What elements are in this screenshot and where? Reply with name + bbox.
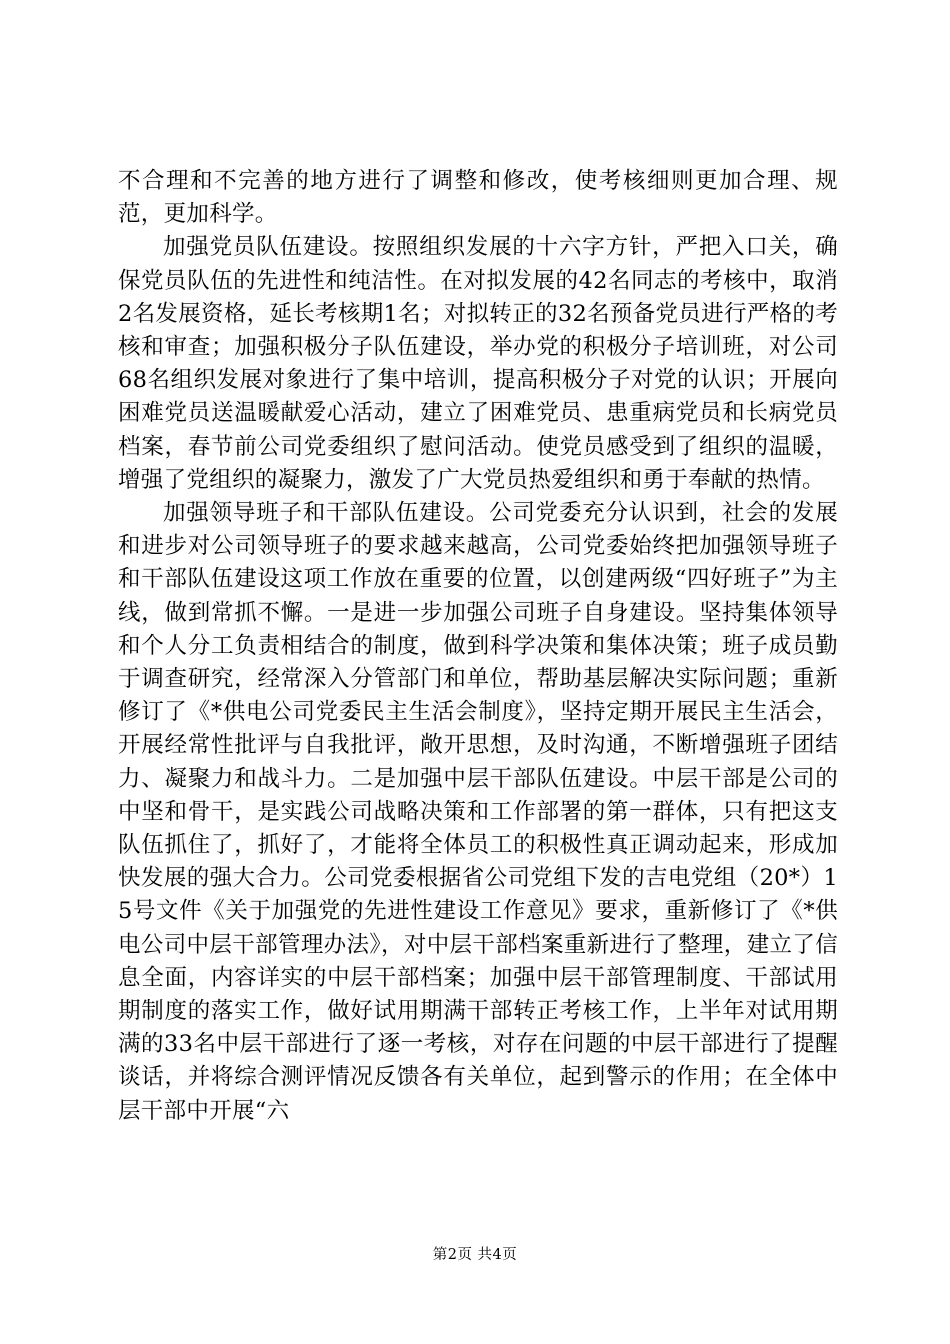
paragraph-continuation: 不合理和不完善的地方进行了调整和修改，使考核细则更加合理、规范，更加科学。 [118,168,838,228]
page-footer [0,1245,950,1265]
document-body [118,165,838,1128]
page-number-label: 第2页 共4页 [432,1247,518,1263]
paragraph-leadership-building: 加强领导班子和干部队伍建设。公司党委充分认识到，社会的发展和进步对公司领导班子的要求越来越高，公司党委始终把加强领导班子和干部队伍建设这项工作放在重要的位置，以创建两级“四好班子”为主线，做到常抓不懈。一是进一步加强公司班子自身建设。坚持集体领导和个人分工负责相结合的制度，做到科学决策和集体决策；班子成员勤于调查研究，经常深入分管部门和单位，帮助基层解决实际问题；重新修订了《*供电公司党委民主生活会制度》，坚持定期开展民主生活会，开展经常性批评与自我批评，敞开思想，及时沟通，不断增强班子团结力、凝聚力和战斗力。二是加强中层干部队伍建设。中层干部是公司的中坚和骨干，是实践公司战略决策和工作部署的第一群体，只有把这支队伍抓住了，抓好了，才能将全体员工的积极性真正调动起来，形成加快发展的强大合力。公司党委根据省公司党组下发的吉电党组（20*）15号文件《关于加强党的先进性建设工作意见》要求，重新修订了《*供电公司中层干部管理办法》，对中层干部档案重新进行了整理，建立了信息全面，内容详实的中层干部档案；加强中层干部管理制度、干部试用期制度的落实工作，做好试用期满干部转正考核工作，上半年对试用期满的33名中层干部进行了逐一考核，对存在问题的中层干部进行了提醒谈话，并将综合测评情况反馈各有关单位，起到警示的作用；在全体中层干部中开展“六 [118,500,838,1124]
paragraph-party-member-building: 加强党员队伍建设。按照组织发展的十六字方针，严把入口关，确保党员队伍的先进性和纯洁性。在对拟发展的42名同志的考核中，取消2名发展资格，延长考核期1名；对拟转正的32名预备党员进行严格的考核和审查；加强积极分子队伍建设，举办党的积极分子培训班，对公司68名组织发展对象进行了集中培训，提高积极分子对党的认识；开展向困难党员送温暖献爱心活动，建立了困难党员、患重病党员和长病党员档案，春节前公司党委组织了慰问活动。使党员感受到了组织的温暖，增强了党组织的凝聚力，激发了广大党员热爱组织和勇于奉献的热情。 [118,234,838,493]
